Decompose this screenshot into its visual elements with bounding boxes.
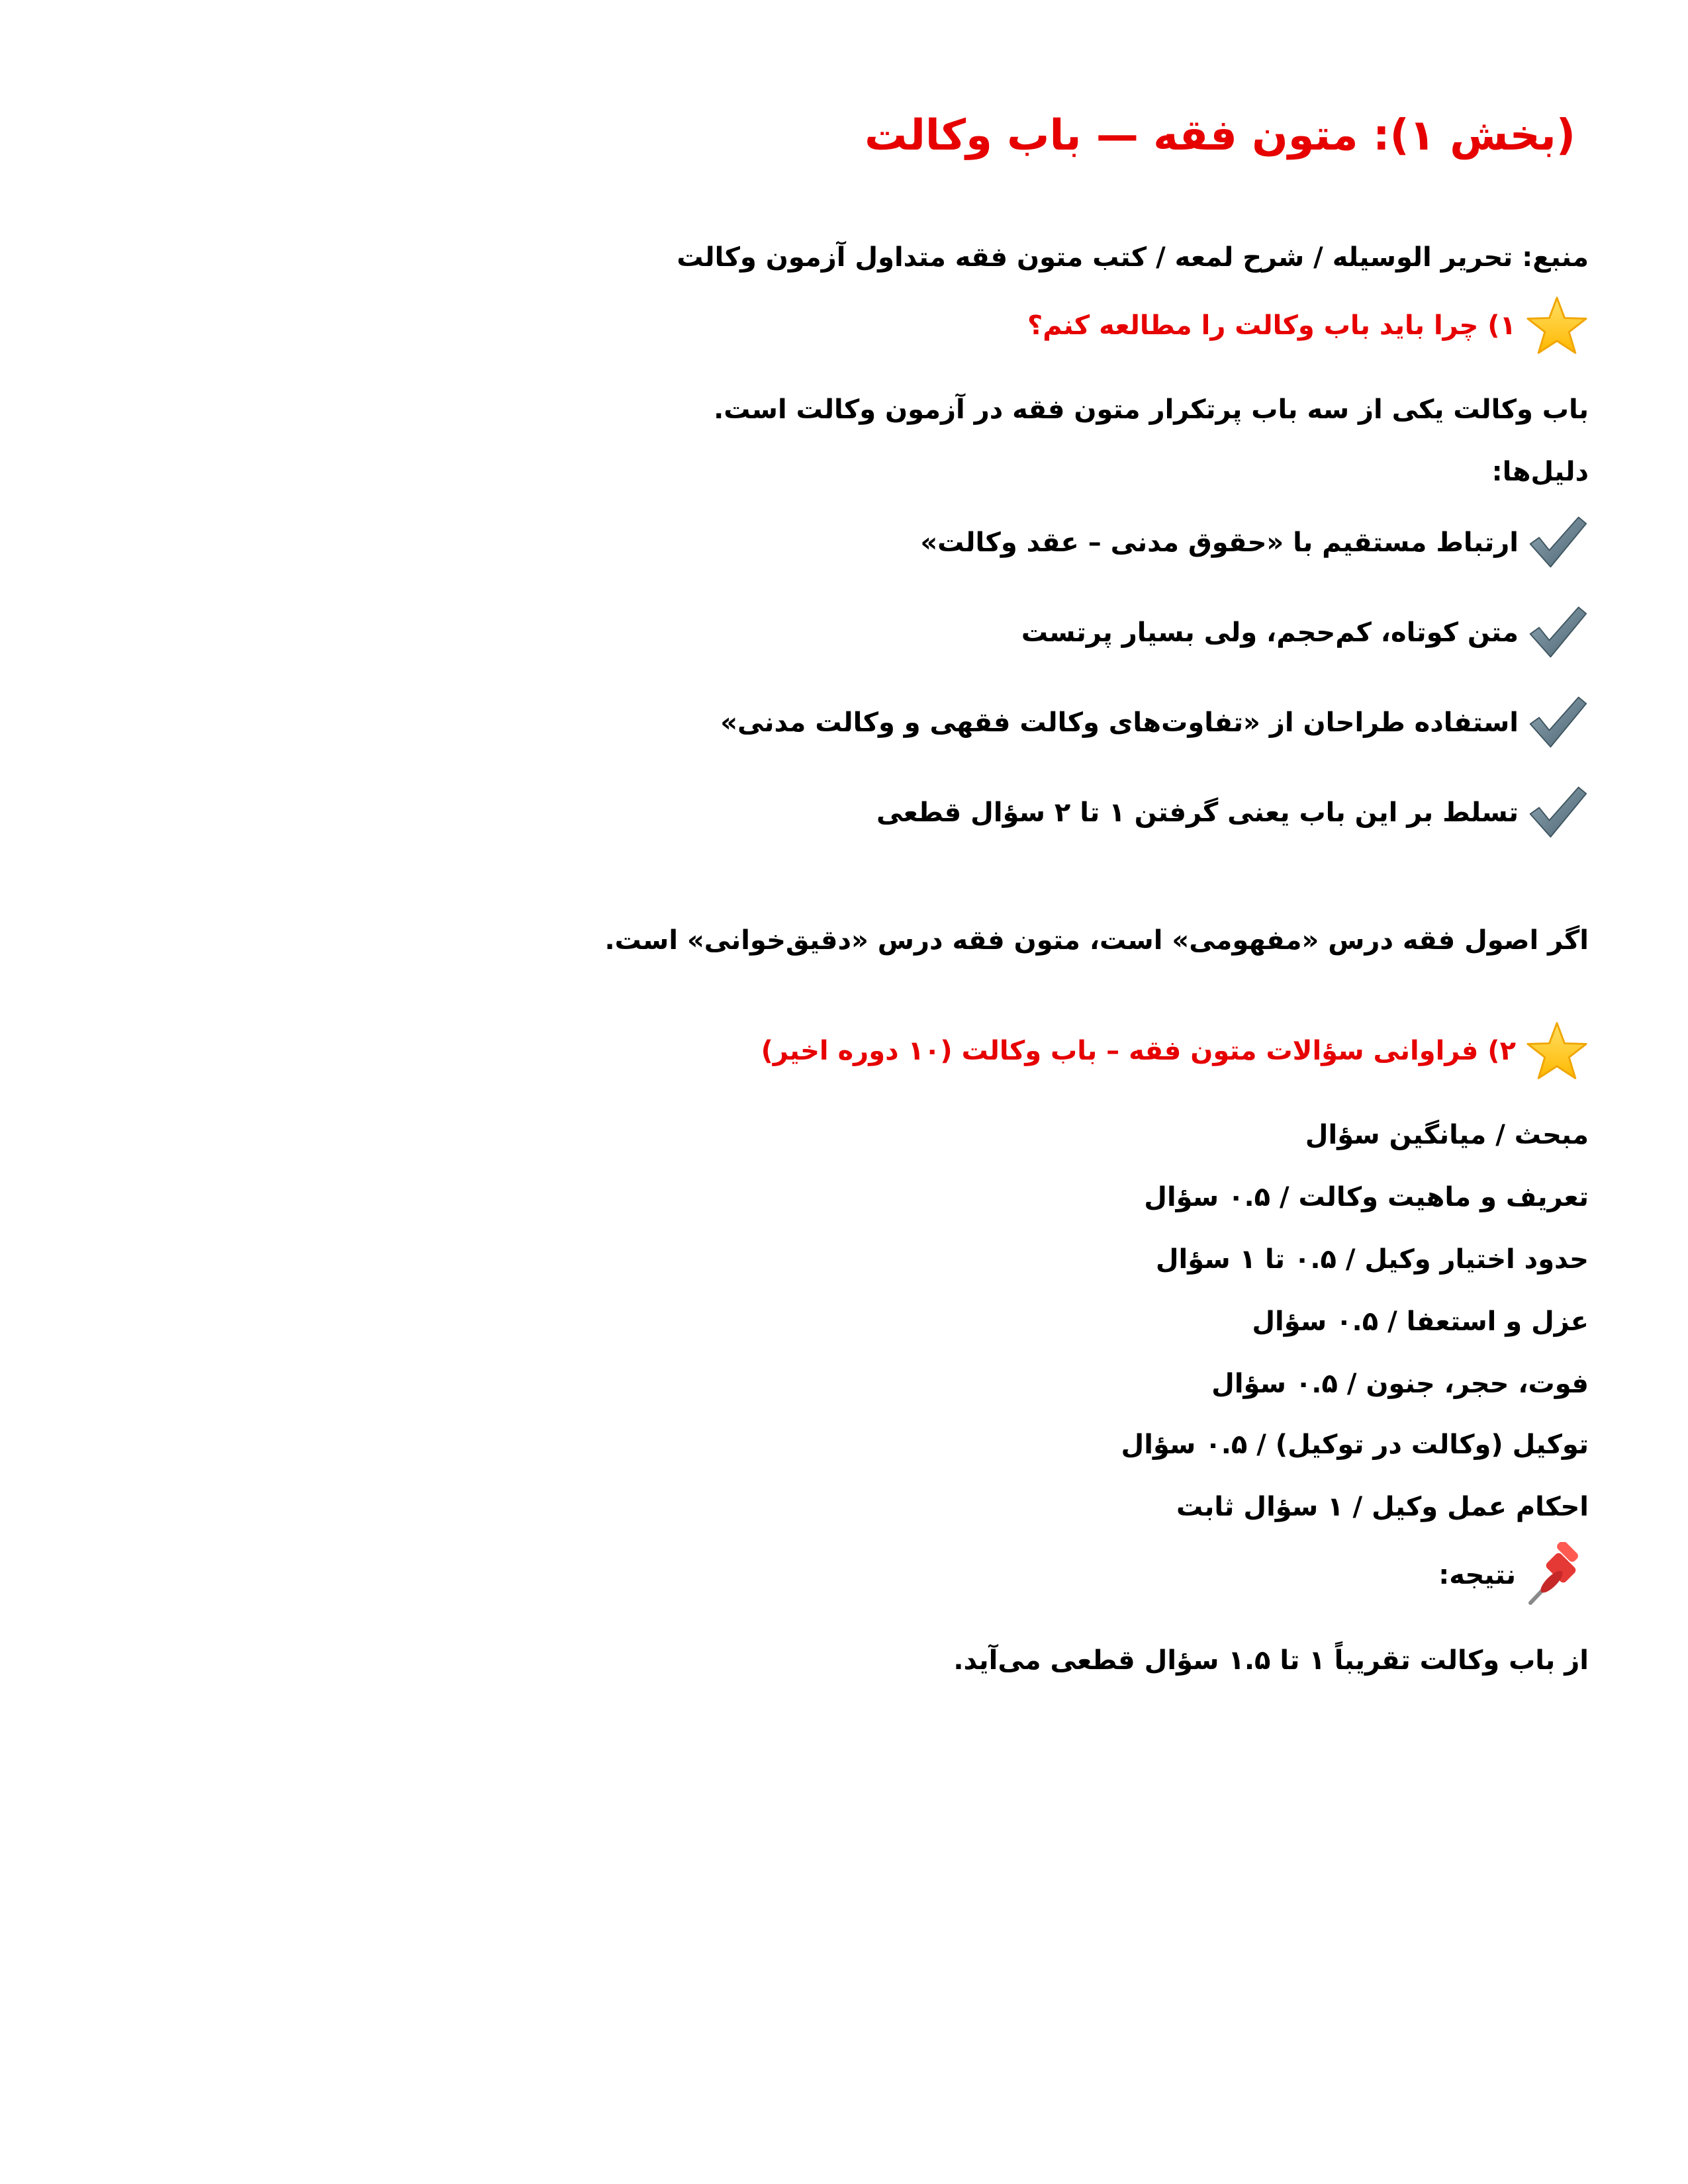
check-mark-icon bbox=[1525, 510, 1589, 576]
reason-item-2 bbox=[1021, 600, 1589, 666]
frequency-row-text: فوت، حجر، جنون / ۰.۵ سؤال bbox=[1211, 1369, 1589, 1399]
frequency-header-text: مبحث / میانگین سؤال bbox=[1305, 1120, 1589, 1150]
frequency-row-text: احکام عمل وکیل / ۱ سؤال ثابت bbox=[1176, 1492, 1589, 1522]
section2-heading-text: ۲) فراوانی سؤالات متون فقه – باب وکالت (۱۰ دوره اخیر) bbox=[761, 1036, 1516, 1066]
reason-text: ارتباط مستقیم با «حقوق مدنی – عقد وکالت» bbox=[920, 527, 1519, 558]
frequency-row bbox=[1144, 1182, 1589, 1212]
section1-intro-text: باب وکالت یکی از سه باب پرتکرار متون فقه در آزمون وکالت است. bbox=[714, 394, 1589, 425]
reason-item-1 bbox=[920, 510, 1589, 576]
reason-text: متن کوتاه، کم‌حجم، ولی بسیار پرتست bbox=[1021, 617, 1519, 648]
frequency-row-text: توکیل (وکالت در توکیل) / ۰.۵ سؤال bbox=[1121, 1430, 1589, 1460]
section1-heading-text: ۱) چرا باید باب وکالت را مطالعه کنم؟ bbox=[1027, 310, 1516, 341]
source-text: منبع: تحریر الوسیله / شرح لمعه / کتب متون فقه متداول آزمون وکالت bbox=[677, 242, 1589, 273]
reason-item-3 bbox=[720, 690, 1589, 756]
page-title bbox=[865, 111, 1575, 160]
section1-intro bbox=[714, 394, 1589, 425]
frequency-row-text: تعریف و ماهیت وکالت / ۰.۵ سؤال bbox=[1144, 1182, 1589, 1212]
reasons-label bbox=[1492, 457, 1589, 487]
result-label-text: نتیجه: bbox=[1438, 1560, 1516, 1590]
reasons-label-text: دلیل‌ها: bbox=[1491, 457, 1589, 487]
result-line bbox=[953, 1645, 1589, 1676]
check-mark-icon bbox=[1525, 690, 1589, 756]
source-line bbox=[677, 242, 1589, 273]
check-mark-icon bbox=[1525, 780, 1589, 846]
reason-text: استفاده طراحان از «تفاوت‌های وکالت فقهی و وکالت مدنی» bbox=[720, 707, 1519, 738]
pushpin-icon bbox=[1523, 1542, 1589, 1608]
frequency-row-text: عزل و استعفا / ۰.۵ سؤال bbox=[1252, 1306, 1589, 1337]
result-text: از باب وکالت تقریباً ۱ تا ۱.۵ سؤال قطعی می‌آید. bbox=[953, 1645, 1589, 1676]
frequency-row bbox=[1121, 1430, 1589, 1460]
frequency-row-text: حدود اختیار وکیل / ۰.۵ تا ۱ سؤال bbox=[1155, 1244, 1589, 1275]
reason-text: تسلط بر این باب یعنی گرفتن ۱ تا ۲ سؤال قطعی bbox=[876, 797, 1519, 828]
frequency-row bbox=[1156, 1244, 1589, 1275]
star-icon bbox=[1525, 295, 1589, 356]
result-label bbox=[1438, 1542, 1589, 1608]
check-mark-icon bbox=[1525, 600, 1589, 666]
reason-item-4 bbox=[876, 780, 1589, 846]
section1-heading bbox=[1027, 295, 1589, 356]
section1-note-text: اگر اصول فقه درس «مفهومی» است، متون فقه درس «دقیق‌خوانی» است. bbox=[604, 925, 1589, 956]
frequency-row bbox=[1252, 1306, 1589, 1337]
section2-heading bbox=[761, 1021, 1589, 1081]
star-icon bbox=[1525, 1021, 1589, 1081]
frequency-header-row bbox=[1305, 1120, 1589, 1150]
section1-note bbox=[604, 925, 1589, 956]
page-title-text: (بخش ۱): متون فقه — باب وکالت bbox=[865, 111, 1575, 160]
frequency-row bbox=[1176, 1492, 1589, 1522]
frequency-row bbox=[1211, 1369, 1589, 1399]
